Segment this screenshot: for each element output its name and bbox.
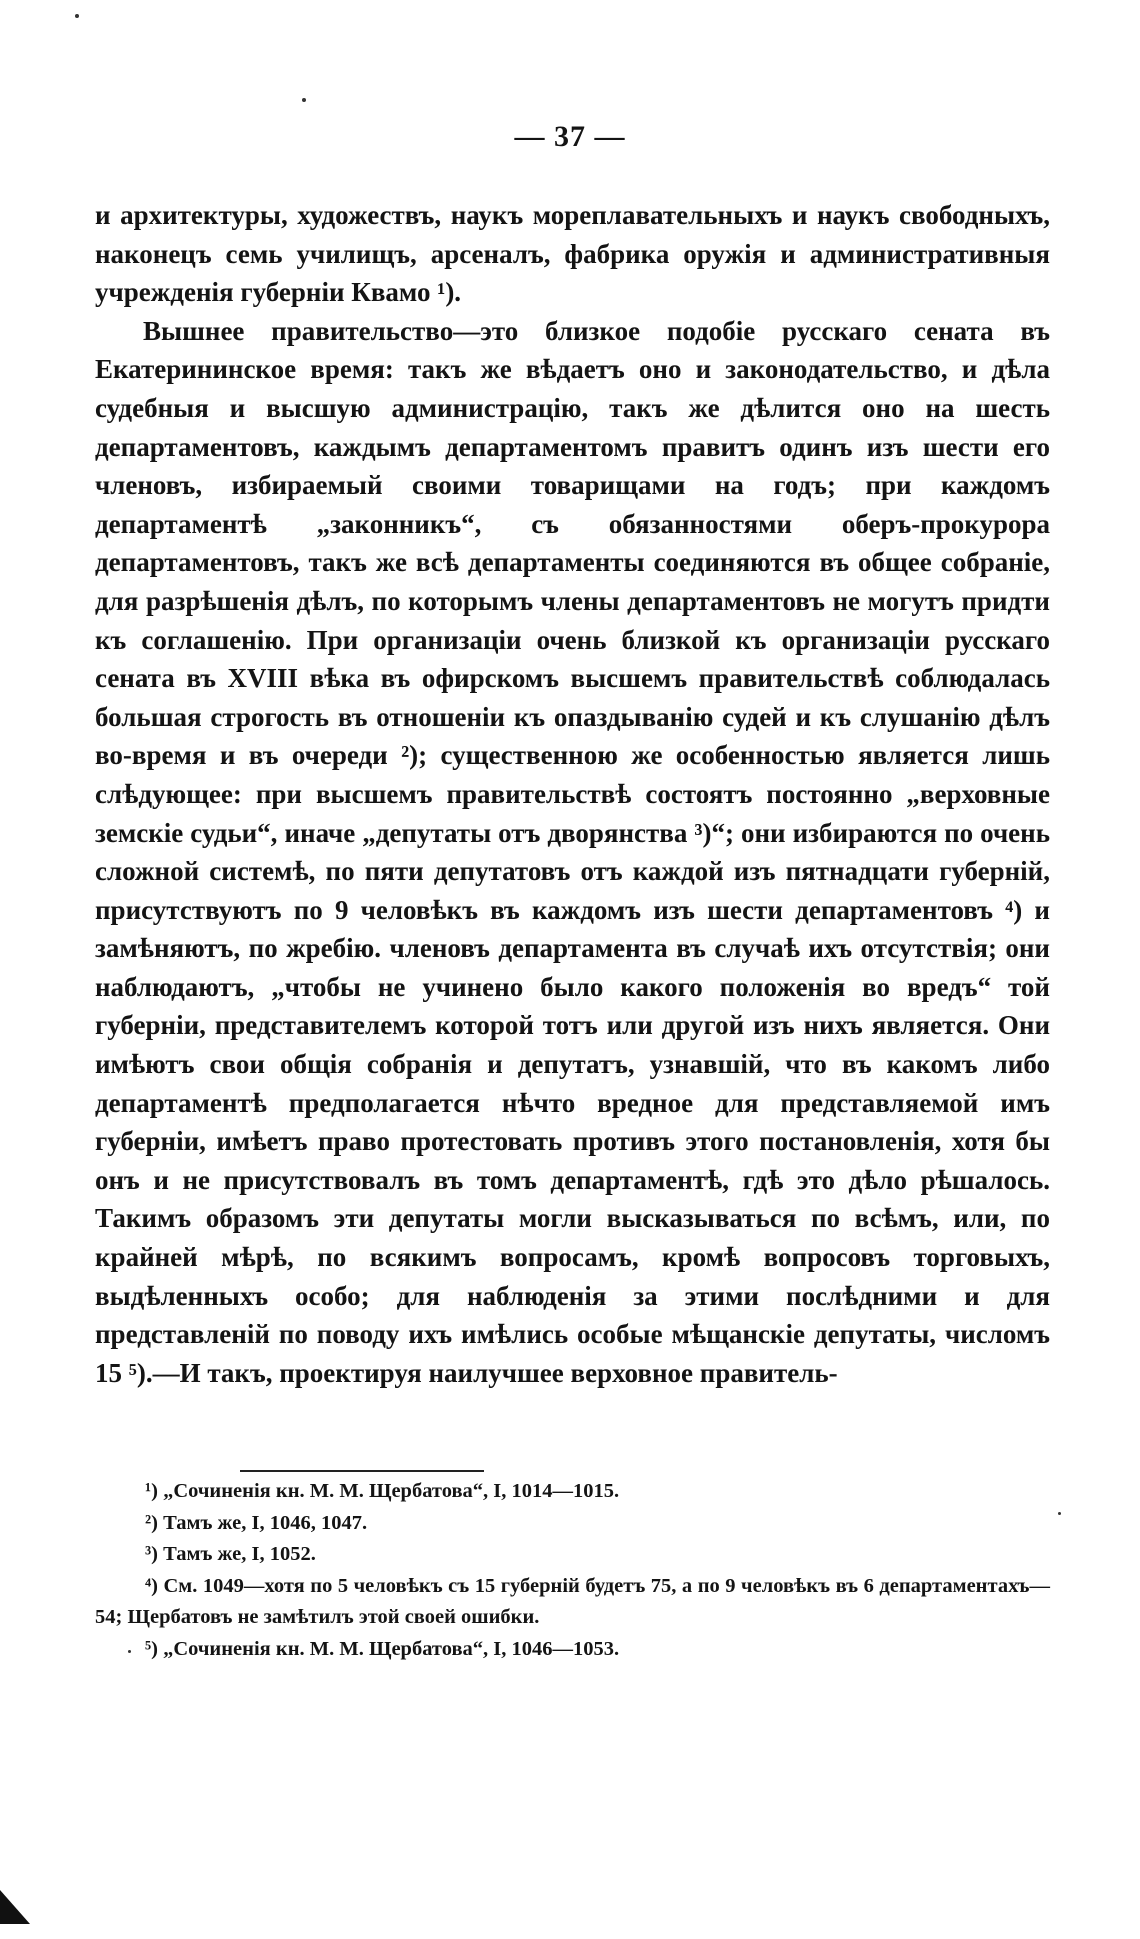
- paragraph-1: и архитектуры, художествъ, наукъ мореплавательныхъ и наукъ свободныхъ, наконецъ семь училищъ, арсеналъ, фабрика оружія и административныя учрежденія губерніи Квамо ¹).: [95, 200, 1050, 308]
- footnote-divider: [240, 1470, 484, 1472]
- page-number: — 37 —: [514, 120, 626, 153]
- footnote-1: ¹) „Сочиненія кн. М. М. Щербатова“, I, 1014—1015.: [145, 1480, 620, 1502]
- scan-speck: [75, 14, 79, 18]
- footnote-2: ²) Тамъ же, I, 1046, 1047.: [145, 1511, 368, 1534]
- footnotes: [95, 1476, 1050, 1665]
- body-text: [95, 196, 1050, 1392]
- scan-speck: [128, 1650, 131, 1653]
- footnote-4: ⁴) См. 1049—хотя по 5 человѣкъ съ 15 губерній будетъ 75, а по 9 человѣкъ въ 6 департаментахъ—54; Щербатовъ не замѣтилъ этой своей ошибки.: [95, 1574, 1050, 1628]
- scan-speck: [302, 98, 306, 102]
- scan-corner-mark: [0, 1890, 30, 1924]
- paragraph-2: Вышнее правительство—это близкое подобіе русскаго сената въ Екатерининское время: такъ же вѣдаетъ оно и законодательство, и дѣла судебныя и высшую администрацію, такъ же дѣлится оно на шесть департаментовъ, каждымъ департаментомъ правитъ одинъ изъ шести его членовъ, избираемый своими товарищами на годъ; при каждомъ департаментѣ „законникъ“, съ обязанностями оберъ-прокурора департаментовъ, такъ же всѣ департаменты соединяются въ общее собраніе, для разрѣшенія дѣлъ, по которымъ члены департаментовъ не могутъ придти къ соглашенію. При организаціи очень близкой къ организаціи русскаго сената въ XVIII вѣка въ офирскомъ высшемъ правительствѣ соблюдалась большая строгость въ отношеніи къ опаздыванію судей и къ слушанію дѣлъ во-время и въ очереди ²); существенною же особенностью является лишь слѣдующее: при высшемъ правительствѣ состоятъ постоянно „верховные земскіе судьи“, иначе „депутаты отъ дворянства ³)“; они избираются по очень сложной системѣ, по пяти депутатовъ отъ каждой изъ пятнадцати губерній, присутствуютъ по 9 человѣкъ въ каждомъ изъ шести департаментовъ ⁴) и замѣняютъ, по жребію. членовъ департамента въ случаѣ ихъ отсутствія; они наблюдаютъ, „чтобы не учинено было какого положенія во вредъ“ той губерніи, представителемъ которой тотъ или другой изъ нихъ является. Они имѣютъ свои общія собранія и депутатъ, узнавшій, что въ какомъ либо департаментѣ предполагается нѣчто вредное для представляемой имъ губерніи, имѣетъ право протестовать противъ этого постановленія, хотя бы онъ и не присутствовалъ въ томъ департаментѣ, гдѣ это дѣло рѣшалось. Такимъ образомъ эти депутаты могли высказываться по всѣмъ, или, по крайней мѣрѣ, по всякимъ вопросамъ, кромѣ вопросовъ торговыхъ, выдѣленныхъ особо; для наблюденія за этими послѣдними и для представленій по поводу ихъ имѣлись особые мѣщанскіе депутаты, числомъ 15 ⁵).—И такъ, проектируя наилучшее верховное правитель-: [95, 315, 1050, 1388]
- footnote-5: ⁵) „Сочиненія кн. М. М. Щербатова“, I, 1046—1053.: [145, 1637, 620, 1660]
- footnote-3: ³) Тамъ же, I, 1052.: [145, 1543, 316, 1565]
- scan-speck: [1058, 1512, 1061, 1515]
